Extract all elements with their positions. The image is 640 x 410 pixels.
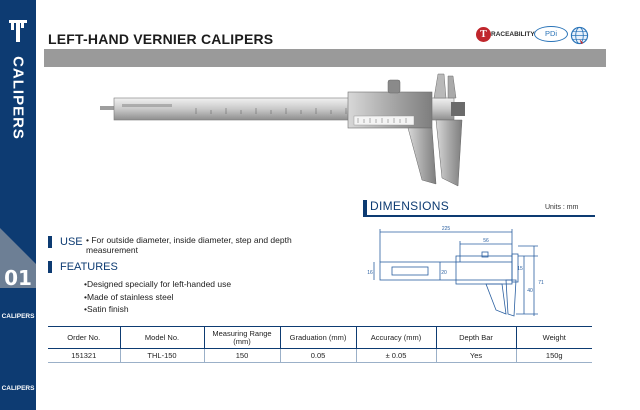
cell-model-no: THL-150 — [120, 349, 204, 363]
cell-order-no: 151321 — [48, 349, 120, 363]
spec-table — [48, 326, 592, 363]
dim-total-height-label: 71 — [538, 280, 544, 286]
use-description: For outside diameter, inside diameter, step and depth measurement — [86, 235, 292, 255]
features-heading: FEATURES — [60, 261, 118, 273]
dimensions-marker — [363, 200, 367, 215]
dim-jaw-label: 56 — [483, 238, 489, 244]
use-heading: USE — [60, 236, 83, 248]
globe-icon — [570, 26, 589, 45]
units-label: Units : mm — [545, 204, 579, 211]
cell-weight: 150g — [516, 349, 592, 363]
dim-height-label: 40 — [527, 288, 533, 294]
traceability-icon: T — [476, 27, 491, 42]
col-model-no: Model No. — [120, 327, 204, 349]
dim-beam-label: 20 — [441, 270, 447, 276]
sidebar — [0, 0, 36, 410]
use-marker — [48, 236, 52, 248]
section-number: 01 — [4, 266, 32, 290]
col-depth-bar: Depth Bar — [436, 327, 516, 349]
dimensions-title: DIMENSIONS — [370, 199, 450, 213]
col-accuracy: Accuracy (mm) — [356, 327, 436, 349]
traceability-label: RACEABILITY — [491, 31, 535, 38]
cell-measuring-range: 150 — [204, 349, 280, 363]
dim-overall-label: 225 — [441, 226, 451, 232]
pdi-badge: PDi — [534, 26, 568, 42]
page-title: LEFT-HAND VERNIER CALIPERS — [48, 31, 274, 47]
cell-accuracy: ± 0.05 — [356, 349, 436, 363]
dimensions-divider — [363, 215, 595, 217]
dim-depth-label: 15 — [517, 266, 523, 272]
col-order-no: Order No. — [48, 327, 120, 349]
dim-width-label: 16 — [367, 270, 373, 276]
feature-item: • Made of stainless steel — [84, 291, 231, 304]
col-graduation: Graduation (mm) — [280, 327, 356, 349]
dimension-drawing — [356, 222, 598, 322]
feature-item: • Satin finish — [84, 303, 231, 316]
col-measuring-range: Measuring Range (mm) — [204, 327, 280, 349]
feature-item: • Designed specially for left-handed use — [84, 278, 231, 291]
title-bar — [44, 49, 606, 67]
col-weight: Weight — [516, 327, 592, 349]
features-list — [84, 278, 231, 316]
sidebar-section-label: CALIPERS — [1, 313, 35, 320]
table-row — [48, 349, 592, 363]
sidebar-title: CALIPERS — [9, 56, 27, 140]
use-text: • For outside diameter, inside diameter, step and depth measurement — [86, 235, 292, 255]
cell-depth-bar: Yes — [436, 349, 516, 363]
cell-graduation: 0.05 — [280, 349, 356, 363]
features-marker — [48, 261, 52, 273]
caliper-product-image — [96, 72, 476, 190]
traceability-badge — [476, 27, 535, 43]
spec-header-row — [48, 327, 592, 349]
sidebar-footer-label: CALIPERS — [1, 385, 35, 392]
caliper-logo-icon — [7, 18, 29, 44]
